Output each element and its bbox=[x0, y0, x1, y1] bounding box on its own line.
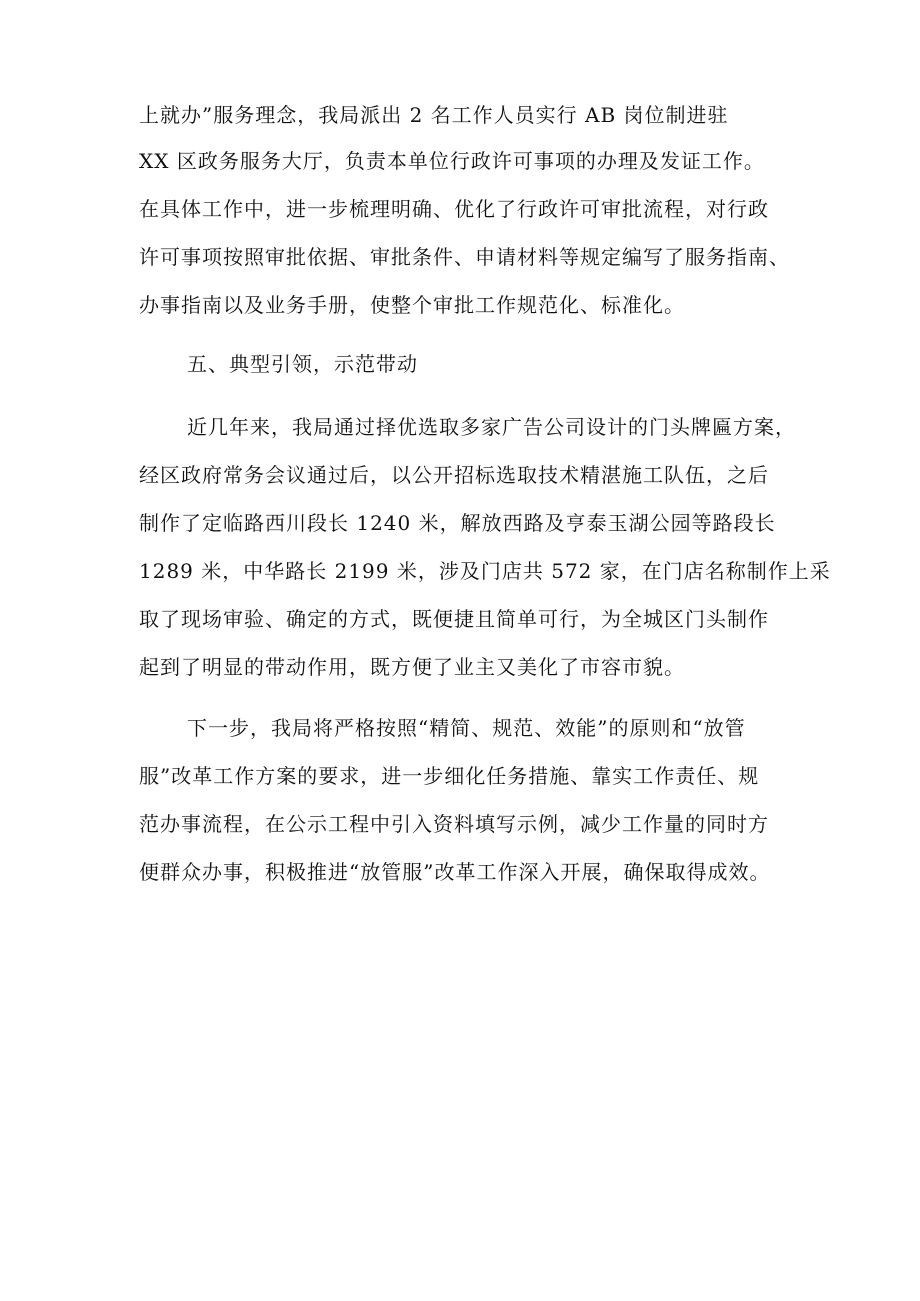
paragraph-3-line-3: 范办事流程，在公示工程中引入资料填写示例，减少工作量的同时方 bbox=[139, 812, 769, 836]
paragraph-2-line-1: 近几年来，我局通过择优选取多家广告公司设计的门头牌匾方案， bbox=[187, 415, 796, 439]
paragraph-2-line-5: 取了现场审验、确定的方式，既便捷且简单可行，为全城区门头制作 bbox=[139, 607, 769, 631]
paragraph-2-line-2: 经区政府常务会议通过后，以公开招标选取技术精湛施工队伍，之后 bbox=[139, 463, 769, 487]
section-heading: 五、典型引领，示范带动 bbox=[187, 352, 418, 376]
paragraph-3-line-1: 下一步，我局将严格按照“精简、规范、效能”的原则和“放管 bbox=[187, 716, 746, 740]
paragraph-2-line-3: 制作了定临路西川段长 1240 米，解放西路及亨泰玉湖公园等路段长 bbox=[139, 511, 776, 535]
paragraph-1-line-5: 办事指南以及业务手册，使整个审批工作规范化、标准化。 bbox=[139, 293, 685, 317]
paragraph-2-line-6: 起到了明显的带动作用，既方便了业主又美化了市容市貌。 bbox=[139, 655, 685, 679]
paragraph-2-line-4: 1289 米，中华路长 2199 米，涉及门店共 572 家，在门店名称制作上采 bbox=[139, 559, 831, 583]
paragraph-3-line-2: 服”改革工作方案的要求，进一步细化任务措施、靠实工作责任、规 bbox=[139, 764, 760, 788]
paragraph-1-line-3: 在具体工作中，进一步梳理明确、优化了行政许可审批流程，对行政 bbox=[139, 197, 769, 221]
paragraph-1-line-4: 许可事项按照审批依据、审批条件、申请材料等规定编写了服务指南、 bbox=[139, 245, 790, 269]
paragraph-3-line-4: 便群众办事，积极推进“放管服”改革工作深入开展，确保取得成效。 bbox=[139, 860, 771, 884]
paragraph-1-line-1: 上就办”服务理念，我局派出 2 名工作人员实行 AB 岗位制进驻 bbox=[139, 103, 729, 127]
paragraph-1-line-2: XX 区政务服务大厅，负责本单位行政许可事项的办理及发证工作。 bbox=[139, 149, 765, 173]
